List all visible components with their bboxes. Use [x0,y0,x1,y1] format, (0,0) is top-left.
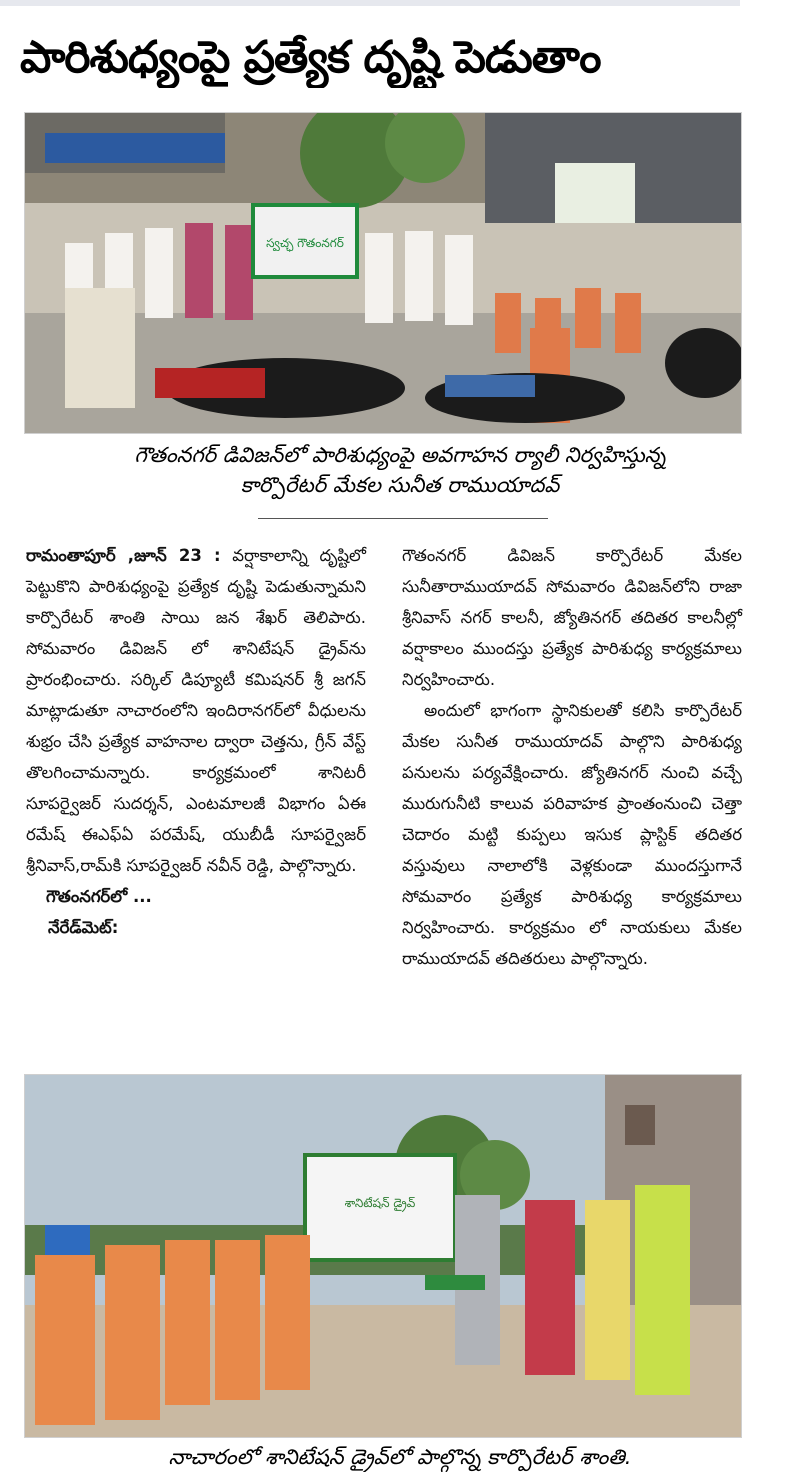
caption-divider [258,518,548,519]
photo-rally-icon [25,113,741,433]
photo2-banner-text: శానిటేషన్ డ్రైవ్ [344,1196,416,1210]
article-paragraph-1 [26,540,366,881]
article-column-right [402,540,742,974]
headline: పారిశుధ్యంపై ప్రత్యేక దృష్టి పెడుతాం [20,32,601,83]
photo-rally [24,112,742,434]
article-column-left [26,540,366,943]
article-subhead: గౌతంనగర్‌లో ... [46,887,152,906]
photo-sanitation-drive [24,1074,742,1438]
article-paragraph-2-start [26,912,366,943]
article-dateline: రామంతాపూర్ ,జూన్ 23 : [26,546,221,565]
photo1-banner-text: స్వచ్ఛ గౌతంనగర్ [266,236,344,250]
article-paragraph-3: అందులో భాగంగా స్థానికులతో కలిసి కార్పొరేటర్ మేకల సునీత రాముయాదవ్ పాల్గొని పారిశుధ్య పనులను పర్యవేక్షించారు. జ్యోతినగర్ నుంచి వచ్చే మురుగునీటి కాలువ పరివాహక ప్రాంతంనుంచి చెత్తా చెదారం మట్టి కుప్పలు ఇసుక ప్లాస్టిక్ తదితర వస్తువులు నాలాలోకి వెళ్లకుండా ముందస్తుగానే సోమవారం ప్రత్యేక పారిశుధ్య కార్యక్రమాలు నిర్వహించారు. కార్యక్రమం లో నాయకులు మేకల రాముయాదవ్ తదితరులు పాల్గొన్నారు. [402,701,742,968]
photo2-caption: నాచారంలో శానిటేషన్ డ్రైవ్‌లో పాల్గొన్న కార్పొరేటర్ శాంతి. [168,1445,632,1469]
photo1-caption-line1: గౌతంనగర్ డివిజన్‌లో పారిశుధ్యంపై అవగాహన ర్యాలీ నిర్వహిస్తున్న [134,443,666,467]
photo1-caption-line2: కార్పొరేటర్ మేకల సునీత రాముయాదవ్ [240,473,560,497]
photo-sanitation-drive-icon [25,1075,741,1437]
article-paragraph-1-text: వర్షాకాలాన్ని దృష్టిలో పెట్టుకొని పారిశుధ్యంపై ప్రత్యేక దృష్టి పెడుతున్నామని కార్పొరేటర్ శాంతి సాయి జన శేఖర్ తెలిపారు. సోమవారం డివిజన్ లో శానిటేషన్ డ్రైవ్‌ను ప్రారంభించారు. సర్కిల్ డిప్యూటీ కమిషనర్ శ్రీ జగన్ మాట్లాడుతూ నాచారంలోని ఇందిరానగర్‌లో వీధులను శుభ్రం చేసి ప్రత్యేక వాహనాల ద్వారా చెత్తను, గ్రీన్ వేస్ట్ తొలగించామన్నారు. కార్యక్రమంలో శానిటరీ సూపర్వైజర్ సుదర్శన్, ఎంటమాలజీ విభాగం ఏఈ రమేష్ ఈఎఫ్ఏ పరమేష్, యుబీడీ సూపర్వైజర్ శ్రీనివాస్,రామ్‌కి సూపర్వైజర్ నవీన్ రెడ్డి, పాల్గొన్నారు. [26,546,366,875]
top-bar [0,0,740,6]
photo1-caption [60,440,740,500]
article-dateline-2: నేరేడ్‌మెట్: [48,918,119,937]
article-paragraph-2: గౌతంనగర్ డివిజన్ కార్పొరేటర్ మేకల సునీతారాముయాదవ్ సోమవారం డివిజన్‌లోని రాజా శ్రీనివాస్ నగర్ కాలనీ, జ్యోతినగర్ తదితర కాలనీల్లో వర్షాకాలం ముందస్తు ప్రత్యేక పారిశుధ్య కార్యక్రమాలు నిర్వహించారు. [402,546,742,689]
